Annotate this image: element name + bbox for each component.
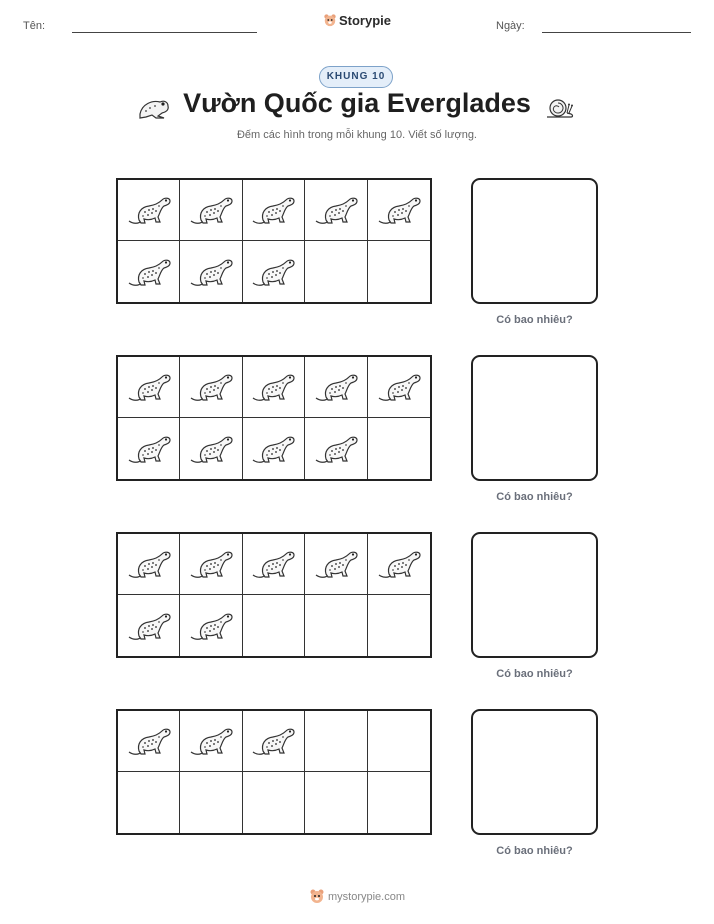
footer-url[interactable]: mystorypie.com xyxy=(327,891,406,903)
date-line[interactable] xyxy=(542,32,691,33)
lizard-icon xyxy=(249,253,297,291)
ten-frame-cell xyxy=(305,772,367,833)
lizard-icon xyxy=(249,191,297,229)
bear-icon xyxy=(323,13,337,27)
lizard-icon xyxy=(125,368,173,406)
ten-frame-cell xyxy=(368,534,430,595)
answer-box[interactable] xyxy=(471,709,598,835)
ten-frame xyxy=(116,709,432,835)
lizard-icon xyxy=(312,191,360,229)
lizard-icon xyxy=(312,368,360,406)
lizard-icon xyxy=(375,191,423,229)
lizard-icon xyxy=(125,191,173,229)
worksheet-badge: KHUNG 10 xyxy=(319,66,393,88)
lizard-icon xyxy=(187,545,235,583)
ten-frame-cell xyxy=(305,418,367,479)
ten-frame-cell xyxy=(305,241,367,302)
lizard-icon xyxy=(187,191,235,229)
date-label: Ngày: xyxy=(496,20,525,32)
ten-frame-cell xyxy=(243,534,305,595)
lizard-icon xyxy=(249,430,297,468)
ten-frame-cell xyxy=(118,772,180,833)
bear-icon xyxy=(309,888,325,904)
question-label: Có bao nhiêu? xyxy=(496,668,573,680)
brand-name: Storypie xyxy=(338,13,391,28)
ten-frame-cell xyxy=(305,357,367,418)
ten-frame-cell xyxy=(243,711,305,772)
ten-frame-cell xyxy=(180,180,242,241)
ten-frame-cell xyxy=(180,595,242,656)
ten-frame-cell xyxy=(368,418,430,479)
lizard-icon xyxy=(125,607,173,645)
ten-frame-cell xyxy=(368,241,430,302)
ten-frame-cell xyxy=(180,418,242,479)
lizard-icon xyxy=(125,253,173,291)
lizard-icon xyxy=(125,545,173,583)
ten-frame-cell xyxy=(368,772,430,833)
ten-frame-cell xyxy=(118,534,180,595)
ten-frame-cell xyxy=(368,711,430,772)
ten-frame-cell xyxy=(243,357,305,418)
lizard-icon xyxy=(312,430,360,468)
name-label: Tên: xyxy=(23,20,46,32)
lizard-icon xyxy=(125,430,173,468)
ten-frame-cell xyxy=(118,357,180,418)
question-label: Có bao nhiêu? xyxy=(496,845,573,857)
lizard-icon xyxy=(375,368,423,406)
lizard-icon xyxy=(187,430,235,468)
ten-frame-cell xyxy=(243,595,305,656)
question-label: Có bao nhiêu? xyxy=(496,314,573,326)
lizard-icon xyxy=(187,607,235,645)
lizard-icon xyxy=(312,545,360,583)
answer-box[interactable] xyxy=(471,178,598,304)
ten-frame-cell xyxy=(118,418,180,479)
brand-logo xyxy=(0,13,714,28)
ten-frame-cell xyxy=(305,180,367,241)
lizard-icon xyxy=(249,368,297,406)
answer-box[interactable] xyxy=(471,532,598,658)
ten-frame-cell xyxy=(305,534,367,595)
ten-frame-cell xyxy=(118,711,180,772)
name-line[interactable] xyxy=(72,32,257,33)
lizard-icon xyxy=(187,722,235,760)
question-label: Có bao nhiêu? xyxy=(496,491,573,503)
ten-frame-cell xyxy=(180,241,242,302)
lizard-icon xyxy=(375,545,423,583)
ten-frame-cell xyxy=(118,595,180,656)
lizard-icon xyxy=(125,722,173,760)
ten-frame xyxy=(116,178,432,304)
instructions: Đếm các hình trong mỗi khung 10. Viết số lượng. xyxy=(236,129,477,141)
ten-frame-cell xyxy=(243,241,305,302)
snail-icon xyxy=(545,93,575,121)
answer-box[interactable] xyxy=(471,355,598,481)
ten-frame-cell xyxy=(180,711,242,772)
ten-frame-cell xyxy=(118,241,180,302)
lizard-icon xyxy=(187,253,235,291)
ten-frame-cell xyxy=(180,357,242,418)
ten-frame-cell xyxy=(368,180,430,241)
ten-frame-cell xyxy=(243,418,305,479)
ten-frame-cell xyxy=(305,595,367,656)
lizard-icon xyxy=(249,722,297,760)
ten-frame-cell xyxy=(118,180,180,241)
footer xyxy=(0,888,714,904)
page-title: Vườn Quốc gia Everglades xyxy=(183,88,531,118)
lizard-icon xyxy=(249,545,297,583)
ten-frame-cell xyxy=(305,711,367,772)
ten-frame-cell xyxy=(180,534,242,595)
ten-frame-cell xyxy=(243,180,305,241)
ten-frame xyxy=(116,532,432,658)
ten-frame-cell xyxy=(180,772,242,833)
ten-frame-cell xyxy=(368,357,430,418)
ten-frame xyxy=(116,355,432,481)
ten-frame-cell xyxy=(368,595,430,656)
ten-frame-cell xyxy=(243,772,305,833)
lizard-icon xyxy=(187,368,235,406)
